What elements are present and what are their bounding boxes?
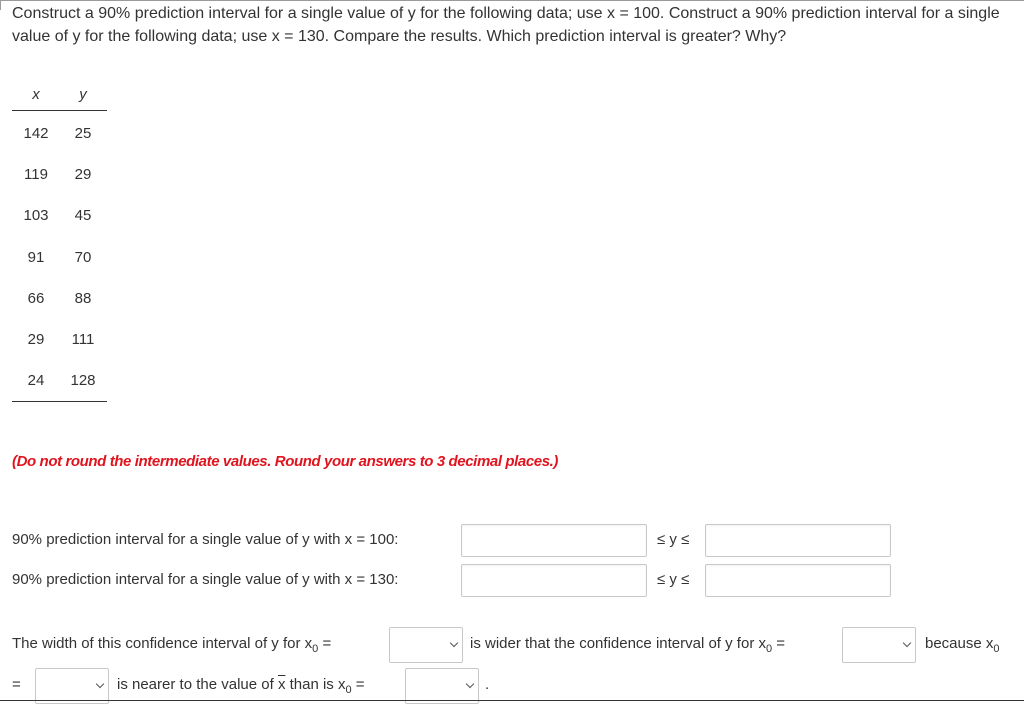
table-row xyxy=(12,358,107,399)
x0-select-3[interactable] xyxy=(35,668,109,704)
table-row xyxy=(12,317,107,358)
table-row xyxy=(12,111,107,152)
comparison-part4: is nearer to the value of xyxy=(117,676,278,693)
cell-y: 128 xyxy=(70,372,96,390)
sentence-period: . xyxy=(485,676,490,693)
chevron-down-icon xyxy=(904,639,910,651)
data-table xyxy=(12,80,107,402)
cell-y: 70 xyxy=(74,248,92,266)
table-row xyxy=(12,276,107,317)
inequality-symbol: ≤ y ≤ xyxy=(657,531,690,548)
cell-y: 45 xyxy=(74,207,92,225)
cell-x: 119 xyxy=(24,166,48,184)
subscript-zero: 0 xyxy=(765,643,773,655)
comparison-part1: The width of this confidence interval of y for x xyxy=(12,635,313,652)
table-row xyxy=(12,193,107,234)
cell-x: 91 xyxy=(27,248,45,266)
table-row xyxy=(12,235,107,276)
line2-equals: = xyxy=(12,676,21,693)
chevron-down-icon xyxy=(451,639,457,651)
chevron-down-icon xyxy=(97,680,103,692)
comparison-text-3 xyxy=(925,635,1000,655)
equals-sign: = xyxy=(772,635,786,652)
comparison-part2: is wider that the confidence interval of y for x xyxy=(470,635,766,652)
table-bottom-rule xyxy=(12,401,107,402)
header-x: x xyxy=(32,86,40,103)
equals-sign: = xyxy=(351,676,365,693)
subscript-zero: 0 xyxy=(345,684,352,696)
table-row xyxy=(12,152,107,193)
comparison-text-2 xyxy=(470,635,785,655)
cell-x: 66 xyxy=(27,289,45,307)
cell-y: 29 xyxy=(74,166,92,184)
inequality-symbol: ≤ y ≤ xyxy=(657,571,690,588)
chevron-down-icon xyxy=(467,680,473,692)
frame-top-border xyxy=(0,0,1024,1)
cell-x: 29 xyxy=(27,330,45,348)
cell-y: 25 xyxy=(74,125,92,142)
comparison-part3: because x xyxy=(925,635,994,652)
table-header xyxy=(12,80,107,111)
equals-sign: = xyxy=(318,635,332,652)
cell-x: 142 xyxy=(23,125,49,142)
lower-bound-input-130[interactable] xyxy=(461,564,647,597)
upper-bound-input-130[interactable] xyxy=(705,564,891,597)
interval-label-130: 90% prediction interval for a single value of y with x = 130: xyxy=(12,571,399,588)
cell-x: 103 xyxy=(23,207,49,225)
interval-label-100: 90% prediction interval for a single value of y with x = 100: xyxy=(12,531,399,548)
x0-select-1[interactable] xyxy=(389,627,463,663)
lower-bound-input-100[interactable] xyxy=(461,524,647,557)
comparison-part5: than is x xyxy=(285,676,346,693)
x0-select-4[interactable] xyxy=(405,668,479,704)
frame-left-border xyxy=(0,0,1,10)
question-text: Construct a 90% prediction interval for a single value of y for the following data; use x = 100. Construct a 90% prediction interval for a single value of y for the following data; use x = 130. Compare the results. Which prediction interval is greater? Why? xyxy=(12,5,1000,45)
comparison-text-1 xyxy=(12,635,331,655)
cell-y: 88 xyxy=(74,289,92,307)
cell-x: 24 xyxy=(27,372,45,390)
header-y: y xyxy=(79,86,87,103)
bottom-rule xyxy=(0,700,1024,701)
upper-bound-input-100[interactable] xyxy=(705,524,891,557)
x0-select-2[interactable] xyxy=(842,627,916,663)
rounding-note: (Do not round the intermediate values. Round your answers to 3 decimal places.) xyxy=(12,453,559,470)
subscript-zero: 0 xyxy=(312,643,319,655)
cell-y: 111 xyxy=(71,330,95,348)
subscript-zero: 0 xyxy=(993,643,1000,655)
x-bar-symbol: $\overline{x}$ xyxy=(277,676,286,693)
comparison-text-4 xyxy=(117,676,365,696)
